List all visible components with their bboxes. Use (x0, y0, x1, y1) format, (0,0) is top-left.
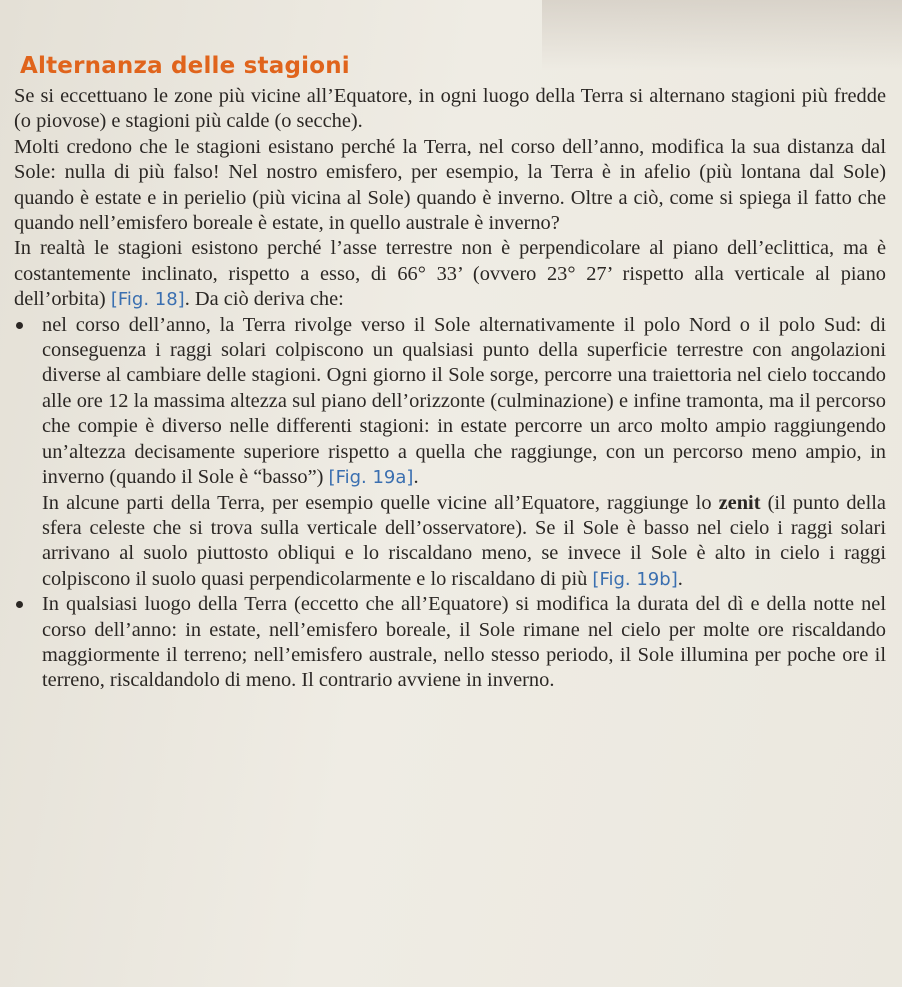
bullet-1-text: nel corso dell’anno, la Terra rivolge verso il Sole alternativamente il polo Nord o il polo Sud: di conseguenza i raggi solari colpiscono un qualsiasi punto della superficie terrestre con angolazioni diverse al cambiare delle stagioni. Ogni giorno il Sole sorge, percorre una traiettoria nel cielo toccando alle ore 12 la massima altezza sul piano dell’orizzonte (culminazione) e infine tramonta, ma il percorso che compie è diverso nelle differenti stagioni: in estate percorre un arco molto ampio raggiungendo un’altezza decisamente superiore rispetto a quella che raggiunge, con un percorso meno ampio, in inverno (quando il Sole è “basso”) (42, 313, 886, 489)
paragraph-axis-tilt-end: . Da ciò deriva che: (184, 288, 344, 311)
paragraph-misconception-text: Molti credono che le stagioni esistano perché la Terra, nel corso dell’anno, modifica la sua distanza dal Sole: nulla di più falso! Nel nostro emisfero, per esempio, la Terra è in afelio (più lontana dal Sole) quando è estate e in perielio (più vicina al Sole) quando è inverno. Oltre a ciò, come si spiega il fatto che quando nell’emisfero boreale è estate, in quello australe è inverno? (14, 135, 886, 235)
bullet-1-cont-end: . (677, 567, 683, 590)
bullet-1-continuation (42, 491, 886, 593)
paragraph-intro-text: Se si eccettuano le zone più vicine all’Equatore, in ogni luogo della Terra si alternano stagioni più fredde (o piovose) e stagioni più calde (o secche). (14, 85, 886, 133)
figure-ref-18[interactable]: [Fig. 18] (110, 289, 185, 311)
bullet-2-text: In qualsiasi luogo della Terra (eccetto che all’Equatore) si modifica la durata del dì e della notte nel corso dell’anno: in estate, nell’emisfero boreale, il Sole rimane nel cielo per molte ore riscaldando maggiormente il terreno; nell’emisfero australe, nello stesso periodo, il Sole illumina per poche ore il terreno, riscaldandolo di meno. Il contrario avviene in inverno. (42, 593, 886, 692)
figure-ref-19b[interactable]: [Fig. 19b] (592, 568, 678, 590)
paragraph-misconception (14, 135, 886, 237)
bullet-1-cont-start: In alcune parti della Terra, per esempio quelle vicine all’Equatore, raggiunge lo (42, 491, 712, 514)
consequences-list (14, 313, 886, 694)
figure-ref-19a[interactable]: [Fig. 19a] (328, 467, 414, 489)
paragraph-intro (14, 84, 886, 135)
bullet-1-end: . (413, 466, 419, 489)
bullet-1-cont-text: (il punto della sfera celeste che si trova sulla verticale dell’osservatore). Se il Sole è basso nel cielo i raggi solari arrivano al suolo piuttosto obliqui e lo riscaldano meno, se invece il Sole è alto in cielo i raggi colpiscono il suolo quasi perpendicolarmente e lo riscaldano di più (42, 491, 886, 590)
list-item (14, 592, 886, 694)
page-content (14, 52, 886, 694)
bullet-dot-icon (16, 601, 23, 608)
list-item (14, 313, 886, 592)
paragraph-axis-tilt-text: In realtà le stagioni esistono perché l’asse terrestre non è perpendicolare al piano dell’eclittica, ma è costantemente inclinato, rispetto a esso, di 66° 33’ (ovvero 23° 27’ rispetto alla verticale al piano dell’orbita) (14, 237, 886, 311)
zenit-term: zenit (718, 491, 761, 514)
bullet-dot-icon (16, 322, 23, 329)
section-title: Alternanza delle stagioni (20, 53, 350, 79)
paragraph-axis-tilt (14, 236, 886, 312)
